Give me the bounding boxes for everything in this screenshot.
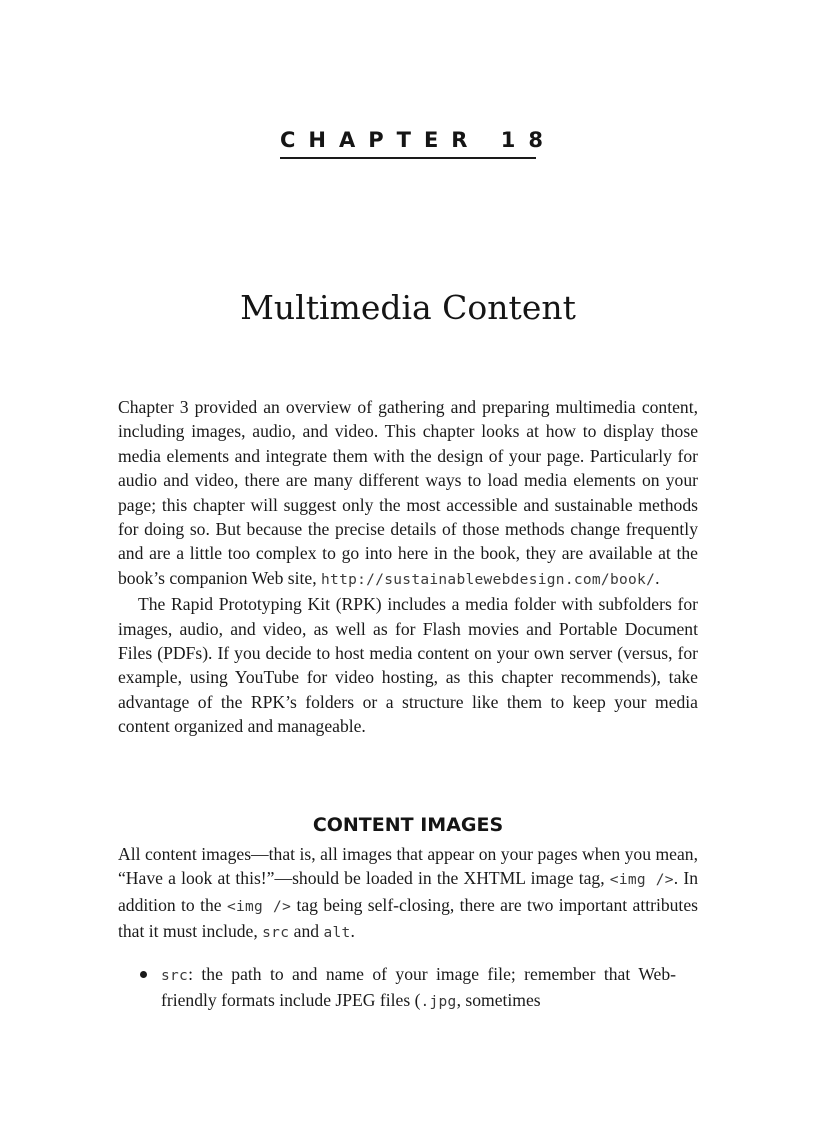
bullet-icon bbox=[140, 971, 147, 978]
intro-paragraph-1-text: Chapter 3 provided an overview of gathering and preparing multimedia content, including images, audio, and video. This chapter looks at how to display those media elements and integrate them with the design of your page. Particularly for audio and video, there are many different ways to load media elements on your page; this chapter will suggest only the most accessible and sustainable methods for doing so. But because the precise details of those methods change frequently and are a little too complex to go into here in the book, they are available at the book’s companion Web site, bbox=[118, 397, 698, 588]
chapter-number: CHAPTER 18 bbox=[280, 128, 557, 152]
intro-text bbox=[118, 395, 698, 739]
list-item bbox=[118, 962, 698, 1015]
section-paragraph-1-part-b: . In addition to the bbox=[118, 868, 699, 915]
section-paragraph-1 bbox=[118, 842, 698, 946]
bullet-code-2: .jpg bbox=[420, 994, 457, 1011]
attribute-list bbox=[118, 962, 698, 1015]
chapter-title: Multimedia Content bbox=[240, 288, 576, 327]
chapter-rule bbox=[280, 157, 536, 159]
bullet-text-b: , sometimes bbox=[456, 990, 541, 1011]
img-tag-code-2: <img /> bbox=[226, 898, 292, 915]
section-paragraph-1-part-d: and bbox=[289, 921, 324, 942]
src-attr-code: src bbox=[262, 925, 290, 942]
intro-paragraph-1-end: . bbox=[655, 567, 660, 588]
img-tag-code: <img /> bbox=[609, 872, 674, 889]
section-paragraph-1-part-a: All content images—that is, all images that appear on your pages when you mean, “Have a look at this!”—should be loaded in the XHTML image tag, bbox=[118, 844, 698, 889]
bullet-code: src bbox=[161, 968, 189, 984]
intro-paragraph-1 bbox=[118, 395, 698, 592]
section-paragraph-1-part-c: tag being self-closing, there are two important attributes that it must include, bbox=[118, 894, 698, 942]
section-text bbox=[118, 842, 698, 946]
section-paragraph-1-part-e: . bbox=[350, 921, 355, 942]
alt-attr-code: alt bbox=[323, 925, 351, 942]
section-heading: CONTENT IMAGES bbox=[312, 814, 504, 836]
intro-paragraph-2: The Rapid Prototyping Kit (RPK) includes a media folder with subfolders for images, audio, and video, as well as for Flash movies and Portable Document Files (PDFs). If you decide to host media content on your own server (versus, for example, using YouTube for video hosting, as this chapter recommends), take advantage of the RPK’s folders or a structure like them to keep your media content organized and manageable. bbox=[118, 594, 698, 737]
bullet-text-a: : the path to and name of your image file; remember that Web-friendly formats include JPEG files ( bbox=[161, 964, 676, 1011]
companion-site-url: http://sustainablewebdesign.com/book/ bbox=[321, 571, 656, 588]
